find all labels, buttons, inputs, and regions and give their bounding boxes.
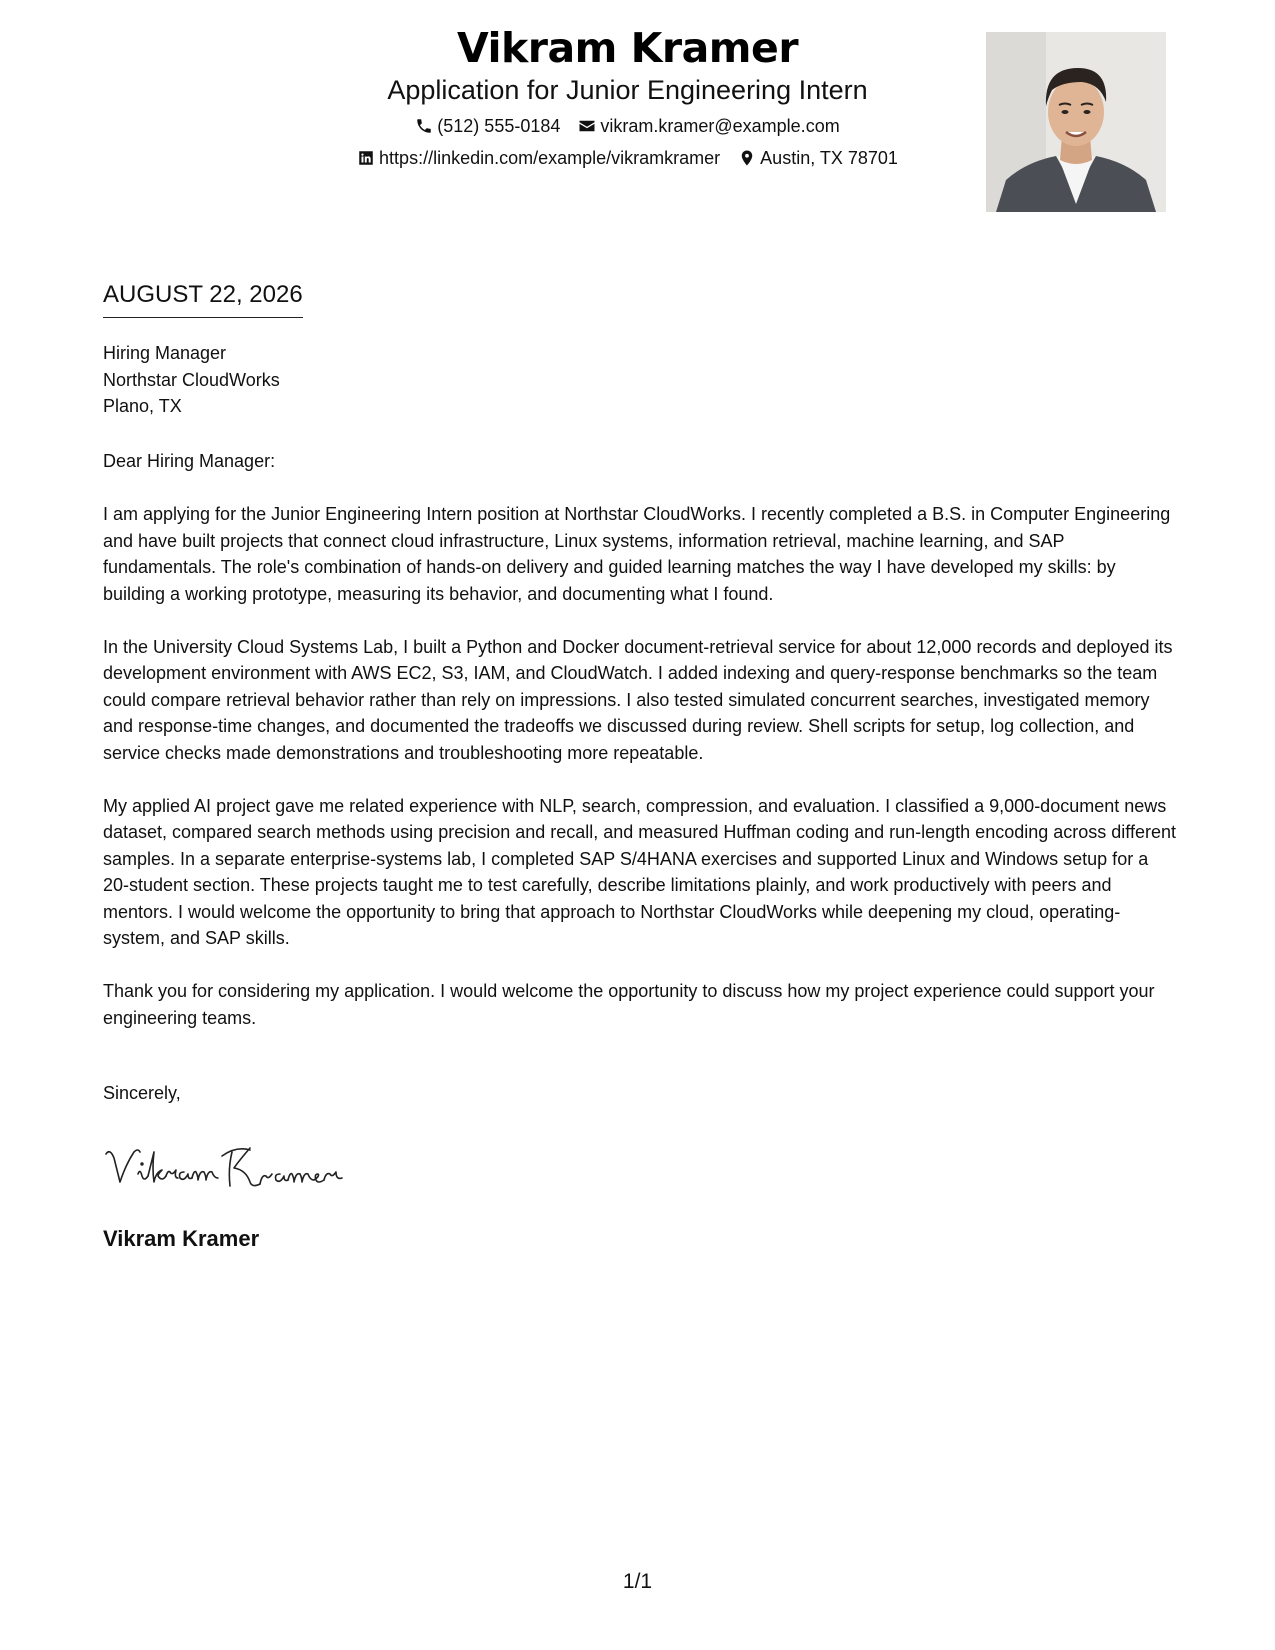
linkedin-icon xyxy=(357,149,375,167)
map-marker-icon xyxy=(738,149,756,167)
linkedin-contact[interactable] xyxy=(357,146,720,170)
envelope-icon xyxy=(578,117,596,135)
phone-icon xyxy=(415,117,433,135)
phone-contact[interactable] xyxy=(415,114,560,138)
email-contact[interactable] xyxy=(578,114,839,138)
application-subtitle: Application for Junior Engineering Intern xyxy=(387,75,868,105)
handwritten-signature xyxy=(100,1140,360,1205)
email-text: vikram.kramer@example.com xyxy=(600,116,840,136)
location-contact xyxy=(738,146,898,170)
location-text: Austin, TX 78701 xyxy=(760,148,898,168)
closing: Sincerely, xyxy=(103,1083,181,1103)
applicant-name: Vikram Kramer xyxy=(456,24,799,72)
paragraph-ai-project: My applied AI project gave me related experience with NLP, search, compression, and evaluation. I classified a 9,000-document news dataset, compared search methods using precision and recall, and measured Huffman coding and run-length encoding across different samples. In a separate enterprise-systems lab, I completed SAP S/4HANA exercises and supported Linux and Windows setup for a 20-student section. These projects taught me to test carefully, describe limitations plainly, and work productively with peers and mentors. I would welcome the opportunity to bring that approach to Northstar CloudWorks while deepening my cloud, operating-system, and SAP skills. xyxy=(103,795,1176,948)
recipient-company: Northstar CloudWorks xyxy=(103,369,280,390)
recipient-block xyxy=(103,340,280,420)
letter-date: AUGUST 22, 2026 xyxy=(103,280,303,318)
recipient-title: Hiring Manager xyxy=(103,343,227,363)
linkedin-text: https://linkedin.com/example/vikramkramer xyxy=(379,148,721,168)
paragraph-cloud-lab: In the University Cloud Systems Lab, I built a Python and Docker document-retrieval service for about 12,000 records and deployed its development environment with AWS EC2, S3, IAM, and CloudWatch. I added indexing and query-response benchmarks so the team could compare retrieval behavior rather than rely on impressions. I also tested simulated concurrent searches, investigated memory and response-time changes, and documented the tradeoffs we discussed during review. Shell scripts for setup, log collection, and service checks made demonstrations and troubleshooting more repeatable. xyxy=(103,636,1173,763)
page-number: 1/1 xyxy=(622,1570,653,1593)
letter-body xyxy=(103,448,1178,1058)
signed-name: Vikram Kramer xyxy=(103,1226,260,1251)
paragraph-intro: I am applying for the Junior Engineering Intern position at Northstar CloudWorks. I recently completed a B.S. in Computer Engineering and have built projects that connect cloud infrastructure, Linux systems, information retrieval, machine learning, and SAP fundamentals. The role's combination of hands-on delivery and guided learning matches the way I have developed my skills: by building a working prototype, measuring its behavior, and documenting what I found. xyxy=(103,504,1171,604)
salutation: Dear Hiring Manager: xyxy=(103,451,276,471)
phone-text: (512) 555-0184 xyxy=(437,116,561,136)
recipient-location: Plano, TX xyxy=(103,396,182,416)
profile-photo xyxy=(986,32,1166,212)
paragraph-thanks: Thank you for considering my application. I would welcome the opportunity to discuss how my project experience could support your engineering teams. xyxy=(103,981,1155,1028)
